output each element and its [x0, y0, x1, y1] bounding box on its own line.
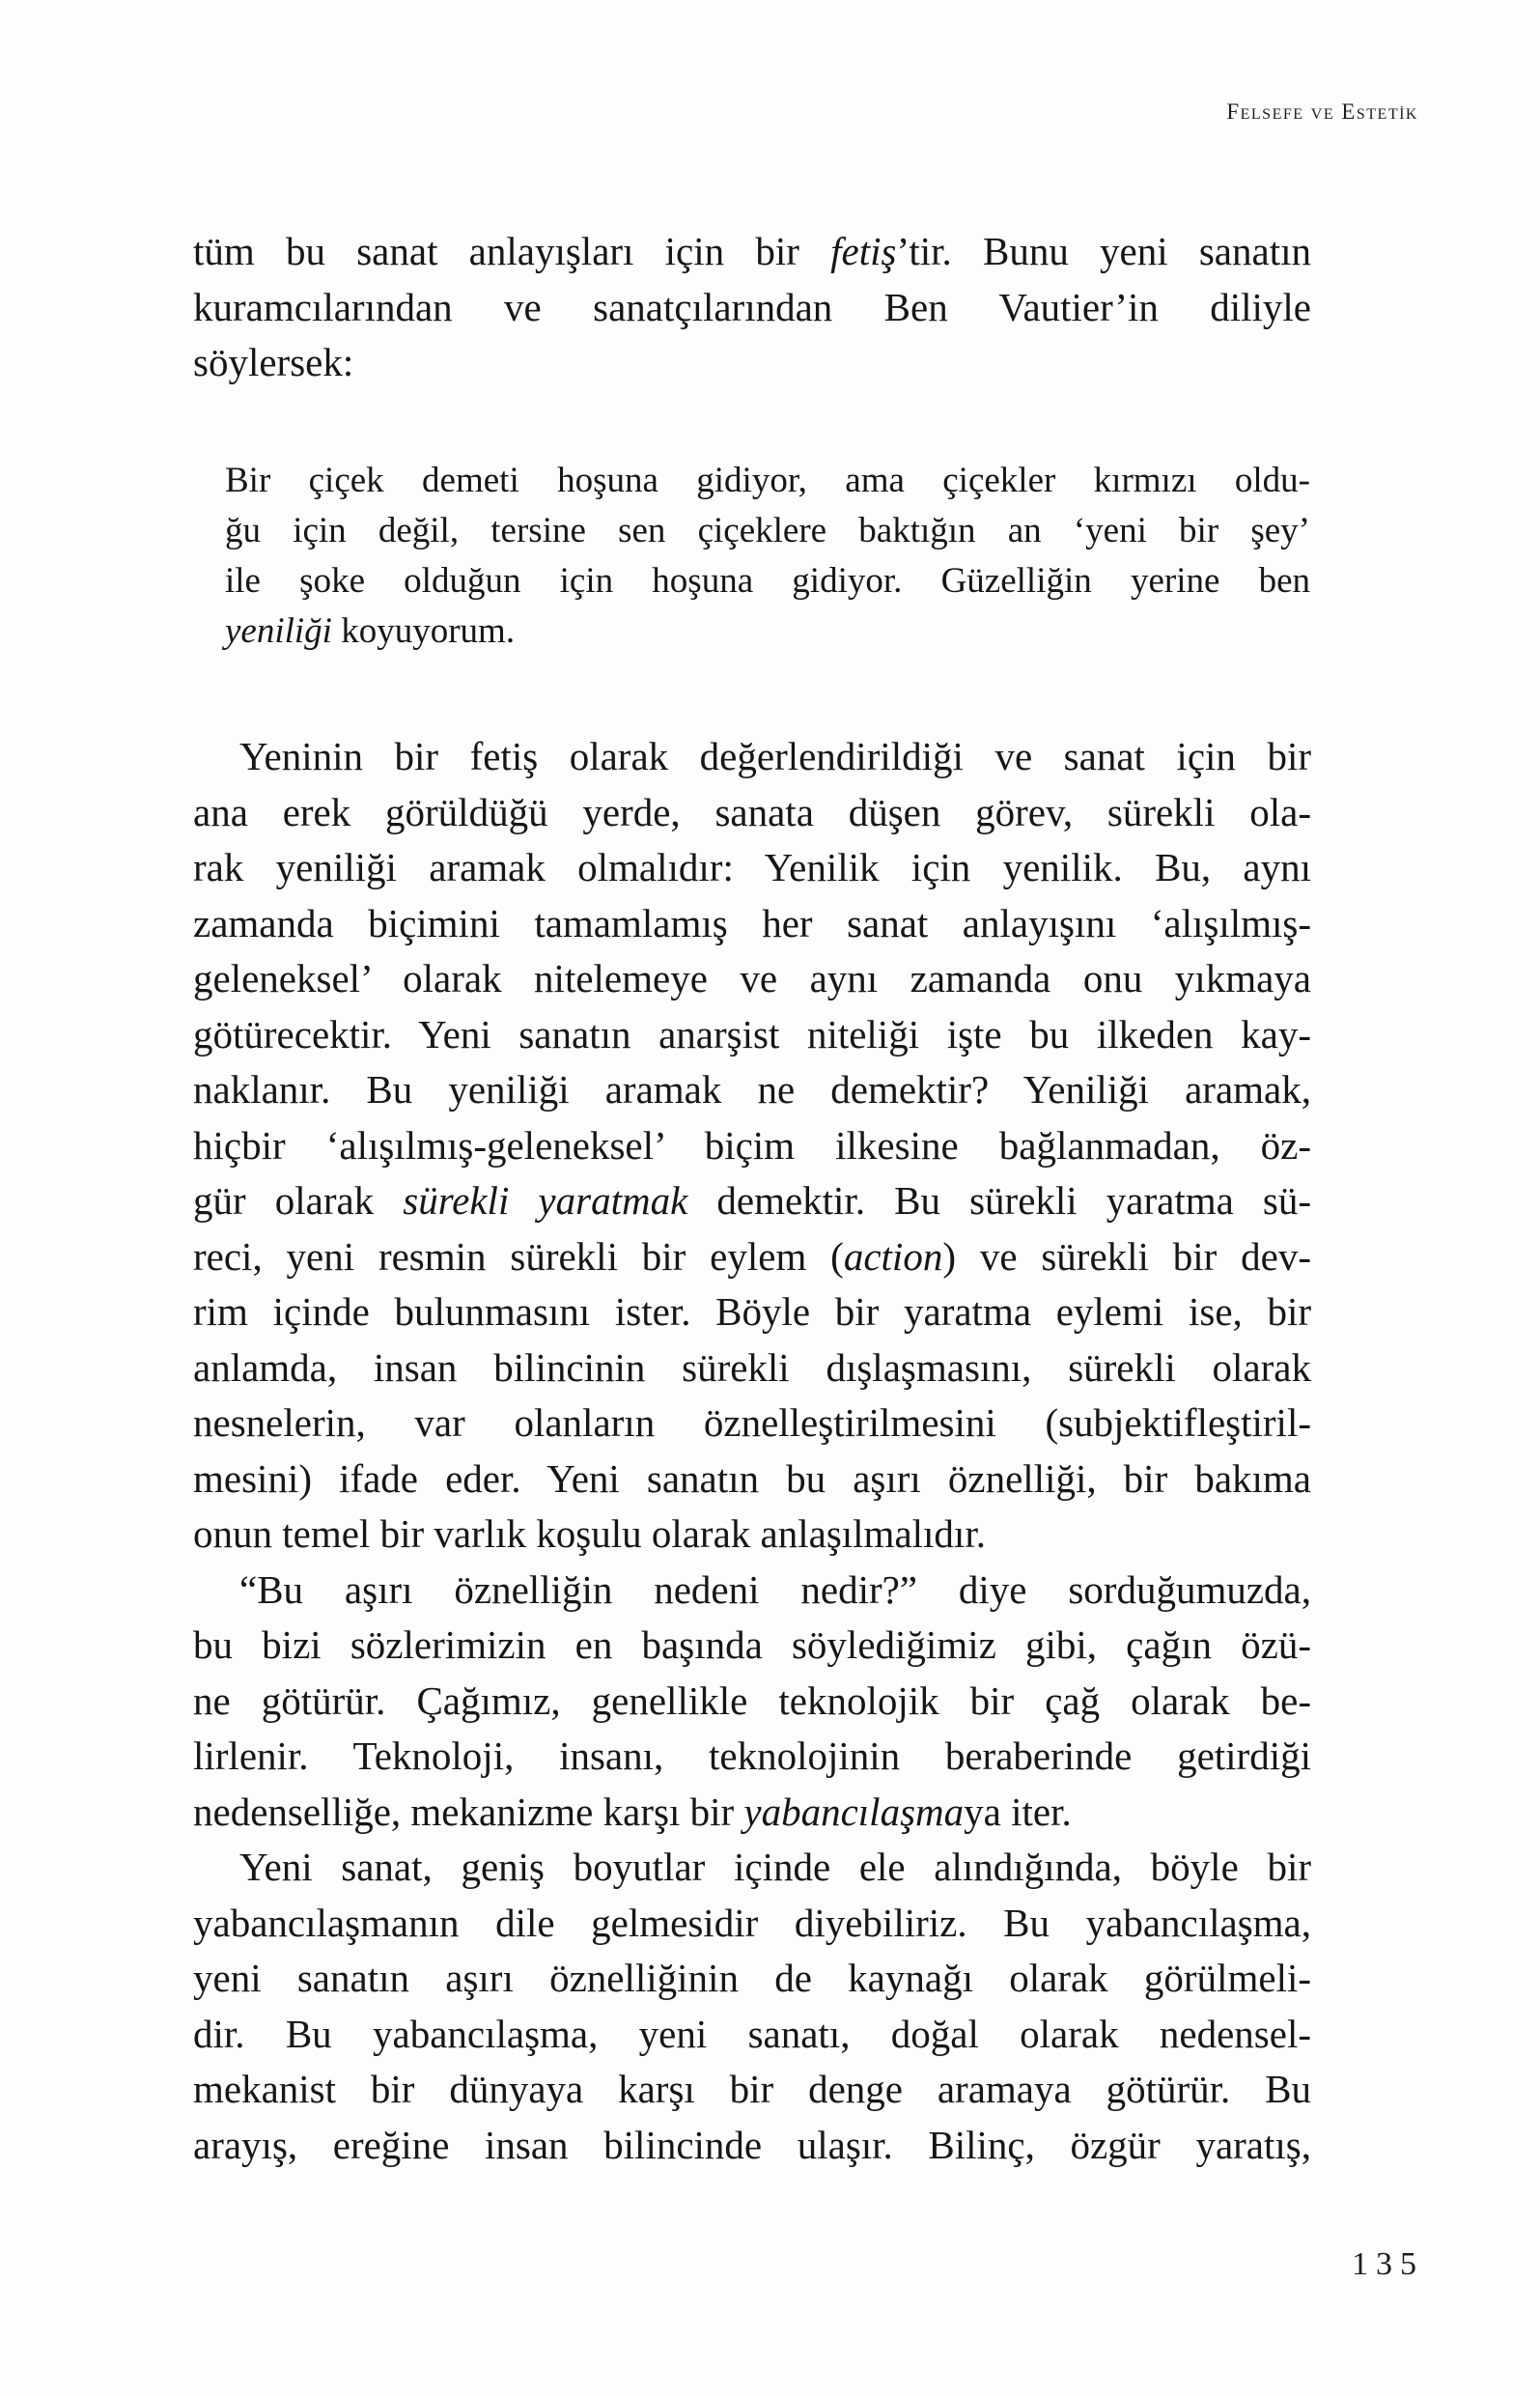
quotation-block: [225, 456, 1310, 657]
text-line: [193, 1840, 1311, 1896]
text-line: [193, 729, 1311, 785]
text-line: [193, 2007, 1311, 2063]
text-segment: geleneksel’ olarak nitelemeye ve aynı zamanda onu yıkmaya: [193, 956, 1311, 1001]
text-line: [193, 1452, 1311, 1508]
text-line: [193, 2118, 1311, 2174]
text-line: [225, 606, 1310, 657]
text-segment: mesini) ifade eder. Yeni sanatın bu aşırı öznelliği, bir bakıma: [193, 1455, 1311, 1501]
italic-text: fetiş: [830, 229, 897, 273]
italic-text: sürekli yaratmak: [403, 1178, 688, 1223]
text-line: [193, 280, 1311, 336]
text-line: [193, 1118, 1311, 1174]
paragraph-opening: [193, 224, 1311, 391]
text-line: [193, 1729, 1311, 1785]
text-line: [193, 1785, 1311, 1841]
text-line: [193, 224, 1311, 280]
text-line: [193, 1173, 1311, 1229]
paragraph-3: [193, 1563, 1311, 1841]
text-segment: zamanda biçimini tamamlamış her sanat anlayışını ‘alışılmış-: [193, 900, 1311, 945]
text-segment: bu bizi sözlerimizin en başında söylediğimiz gibi, çağın özü-: [193, 1622, 1311, 1667]
page-number: 135: [1352, 2246, 1424, 2282]
running-head: Felsefe ve Estetik: [1226, 99, 1418, 124]
text-line: [193, 1340, 1311, 1396]
text-line: [225, 506, 1310, 556]
text-line: [193, 1618, 1311, 1674]
text-line: [193, 1229, 1311, 1285]
text-segment: söylersek:: [193, 340, 354, 384]
text-line: [193, 1062, 1311, 1118]
text-segment: ya iter.: [964, 1789, 1072, 1834]
paragraph-4: [193, 1840, 1311, 2173]
text-line: [193, 1284, 1311, 1340]
text-line: [193, 1896, 1311, 1952]
block-quotation: [225, 456, 1310, 657]
text-segment: demektir. Bu sürekli yaratma sü-: [687, 1178, 1311, 1223]
text-line: [193, 1007, 1311, 1063]
text-segment: gür olarak: [193, 1178, 404, 1223]
text-segment: Yeninin bir fetiş olarak değerlendirildiği ve sanat için bir: [239, 734, 1311, 778]
text-line: [225, 456, 1310, 506]
text-segment: “Bu aşırı öznelliğin nedeni nedir?” diye sorduğumuzda,: [239, 1566, 1311, 1612]
text-segment: anlamda, insan bilincinin sürekli dışlaşmasını, sürekli olarak: [193, 1344, 1311, 1390]
text-segment: reci, yeni resmin sürekli bir eylem (: [193, 1233, 844, 1279]
text-segment: onun temel bir varlık koşulu olarak anlaşılmalıdır.: [193, 1511, 986, 1556]
text-line: [193, 1563, 1311, 1619]
text-segment: tüm bu sanat anlayışları için bir: [193, 229, 831, 273]
text-segment: mekanist bir dünyaya karşı bir denge aramaya götürür. Bu: [193, 2067, 1311, 2111]
opening-paragraph-block: [193, 224, 1311, 391]
text-segment: götürecektir. Yeni sanatın anarşist niteliği işte bu ilkeden kay-: [193, 1011, 1311, 1057]
text-segment: ’tir. Bunu yeni sanatın: [896, 229, 1311, 273]
text-segment: kuramcılarından ve sanatçılarından Ben Vautier’in diliyle: [193, 284, 1311, 329]
text-segment: Bir çiçek demeti hoşuna gidiyor, ama çiçekler kırmızı oldu-: [225, 461, 1310, 500]
text-segment: dir. Bu yabancılaşma, yeni sanatı, doğal olarak nedensel-: [193, 2011, 1311, 2056]
text-segment: hiçbir ‘alışılmış-geleneksel’ biçim ilkesine bağlanmadan, öz-: [193, 1122, 1311, 1168]
text-segment: rak yeniliği aramak olmalıdır: Yenilik için yenilik. Bu, aynı: [193, 845, 1311, 889]
text-segment: nedenselliğe, mekanizme karşı bir: [193, 1789, 744, 1834]
text-segment: ğu için değil, tersine sen çiçeklere baktığın an ‘yeni bir şey’: [225, 511, 1310, 550]
italic-text: action: [843, 1233, 943, 1279]
text-segment: arayış, ereğine insan bilincinde ulaşır. Bilinç, özgür yaratış,: [193, 2122, 1311, 2167]
text-segment: yeni sanatın aşırı öznelliğinin de kaynağı olarak görülmeli-: [193, 1956, 1311, 2000]
italic-text: yeniliği: [225, 611, 332, 651]
text-segment: naklanır. Bu yeniliği aramak ne demektir? Yeniliği aramak,: [193, 1067, 1311, 1112]
text-segment: ne götürür. Çağımız, genellikle teknolojik bir çağ olarak be-: [193, 1677, 1311, 1723]
text-segment: yabancılaşmanın dile gelmesidir diyebiliriz. Bu yabancılaşma,: [193, 1900, 1311, 1945]
text-line: [193, 2062, 1311, 2118]
text-line: [193, 785, 1311, 841]
text-segment: rim içinde bulunmasını ister. Böyle bir yaratma eylemi ise, bir: [193, 1289, 1311, 1334]
text-line: [225, 556, 1310, 606]
main-text-block: [193, 729, 1311, 2173]
text-line: [193, 896, 1311, 952]
text-segment: koyuyorum.: [331, 611, 516, 651]
text-segment: nesnelerin, var olanların öznelleştirilmesini (subjektifleştiril-: [193, 1400, 1311, 1445]
text-line: [193, 335, 1311, 391]
text-line: [193, 1395, 1311, 1452]
text-segment: ana erek görüldüğü yerde, sanata düşen görev, sürekli ola-: [193, 789, 1311, 834]
text-segment: ) ve sürekli bir dev-: [942, 1233, 1311, 1279]
text-line: [193, 840, 1311, 896]
text-segment: lirlenir. Teknoloji, insanı, teknolojinin beraberinde getirdiği: [193, 1734, 1311, 1778]
italic-text: yabancılaşma: [743, 1789, 965, 1834]
text-segment: ile şoke olduğun için hoşuna gidiyor. Güzelliğin yerine ben: [225, 561, 1310, 601]
paragraph-2: [193, 729, 1311, 1563]
text-line: [193, 1674, 1311, 1730]
text-line: [193, 1507, 1311, 1563]
text-line: [193, 951, 1311, 1007]
text-line: [193, 1951, 1311, 2007]
text-segment: Yeni sanat, geniş boyutlar içinde ele alındığında, böyle bir: [239, 1845, 1311, 1889]
